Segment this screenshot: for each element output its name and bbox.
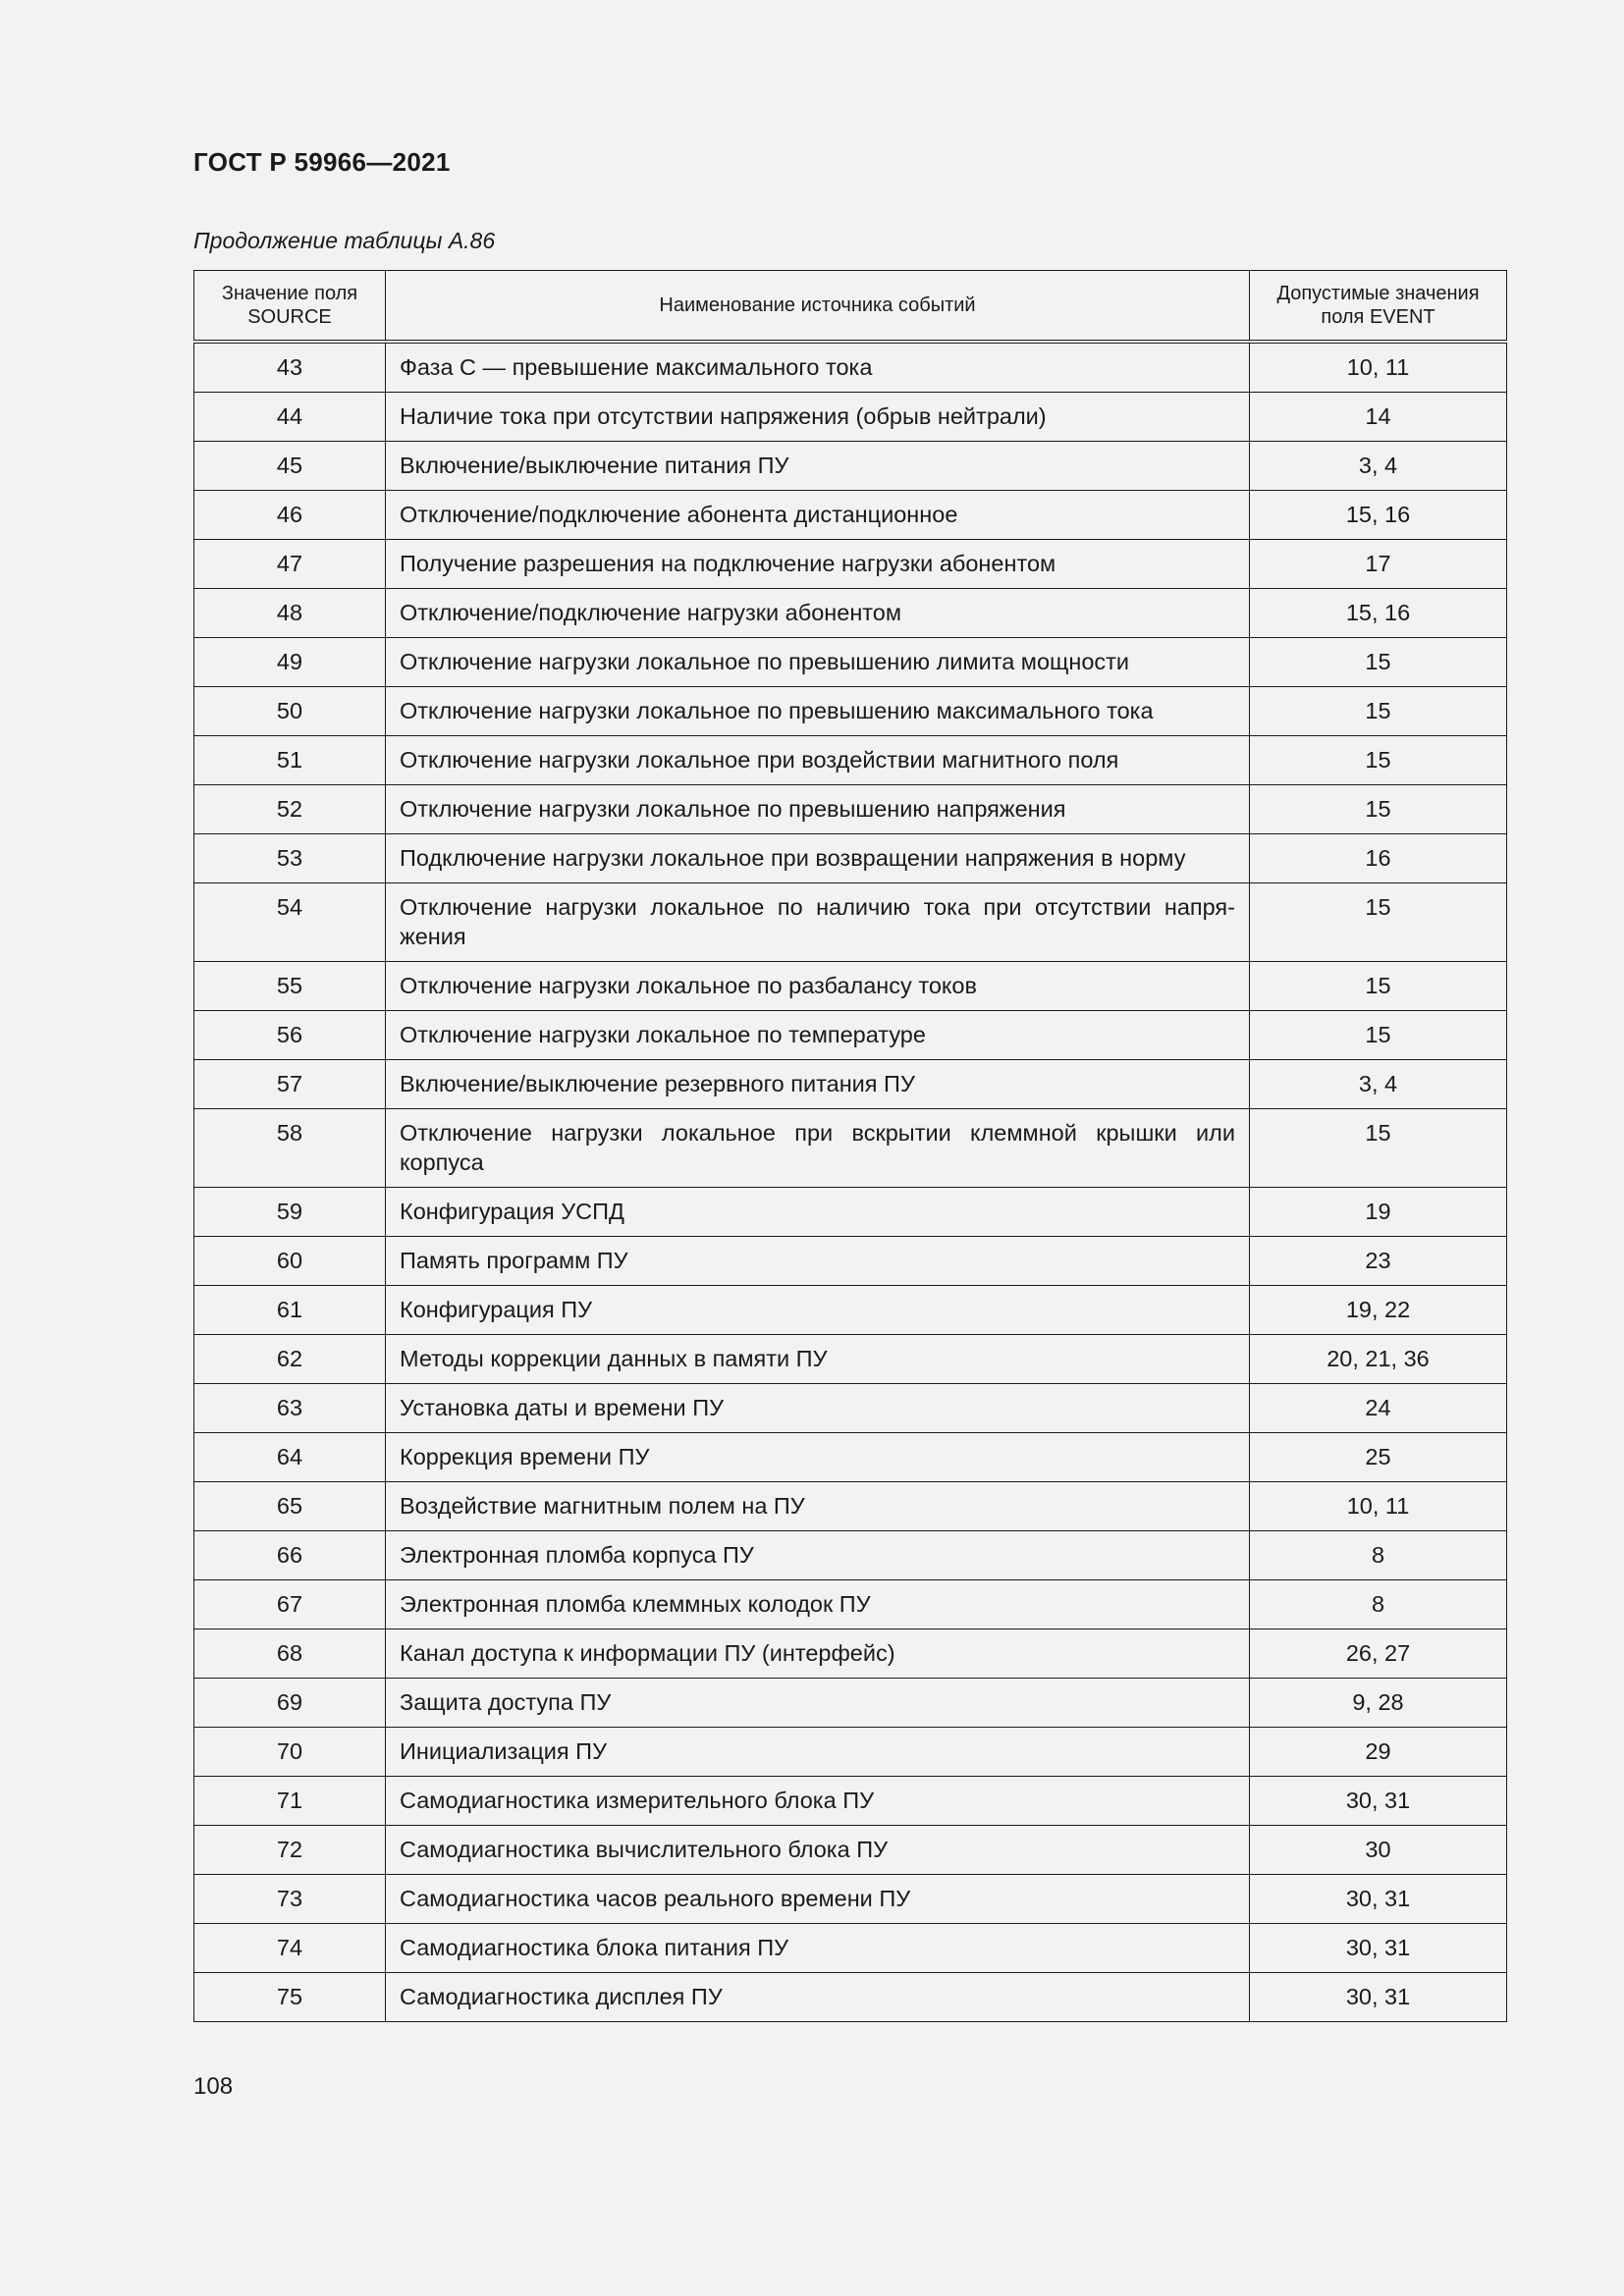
event-source-name-cell: Отключение нагрузки локальное по превышению напряжения bbox=[386, 785, 1250, 834]
event-values-cell: 15 bbox=[1250, 687, 1507, 736]
event-source-name-cell: Канал доступа к информации ПУ (интерфейс) bbox=[386, 1629, 1250, 1679]
event-values-cell: 9, 28 bbox=[1250, 1679, 1507, 1728]
source-value-cell: 61 bbox=[194, 1286, 386, 1335]
table-row bbox=[194, 834, 1507, 883]
event-source-name-cell: Конфигурация ПУ bbox=[386, 1286, 1250, 1335]
table-row bbox=[194, 638, 1507, 687]
event-values-cell: 30, 31 bbox=[1250, 1875, 1507, 1924]
source-value-cell: 54 bbox=[194, 883, 386, 962]
event-source-name-cell: Отключение нагрузки локальное при вскрытии клеммной крышки или корпуса bbox=[386, 1109, 1250, 1188]
event-values-cell: 15 bbox=[1250, 638, 1507, 687]
source-value-cell: 46 bbox=[194, 491, 386, 540]
source-value-cell: 48 bbox=[194, 589, 386, 638]
table-row bbox=[194, 736, 1507, 785]
source-value-cell: 50 bbox=[194, 687, 386, 736]
event-source-name-cell: Получение разрешения на подключение нагрузки абонентом bbox=[386, 540, 1250, 589]
event-values-cell: 19, 22 bbox=[1250, 1286, 1507, 1335]
source-value-cell: 66 bbox=[194, 1531, 386, 1580]
source-value-cell: 53 bbox=[194, 834, 386, 883]
event-source-name-cell: Отключение нагрузки локальное по разбалансу токов bbox=[386, 962, 1250, 1011]
event-source-name-cell: Электронная пломба корпуса ПУ bbox=[386, 1531, 1250, 1580]
event-values-cell: 10, 11 bbox=[1250, 1482, 1507, 1531]
source-value-cell: 63 bbox=[194, 1384, 386, 1433]
event-source-name-cell: Отключение нагрузки локальное при воздействии магнитного поля bbox=[386, 736, 1250, 785]
event-source-name-cell: Самодиагностика вычислительного блока ПУ bbox=[386, 1826, 1250, 1875]
table-row bbox=[194, 1335, 1507, 1384]
table-row bbox=[194, 342, 1507, 393]
table-row bbox=[194, 1237, 1507, 1286]
source-value-cell: 75 bbox=[194, 1973, 386, 2022]
source-value-cell: 72 bbox=[194, 1826, 386, 1875]
event-values-cell: 15 bbox=[1250, 962, 1507, 1011]
event-values-cell: 16 bbox=[1250, 834, 1507, 883]
event-source-name-cell: Отключение/подключение абонента дистанционное bbox=[386, 491, 1250, 540]
event-source-name-cell: Отключение нагрузки локальное по температуре bbox=[386, 1011, 1250, 1060]
source-value-cell: 64 bbox=[194, 1433, 386, 1482]
table-row bbox=[194, 1109, 1507, 1188]
event-values-cell: 15, 16 bbox=[1250, 589, 1507, 638]
table-row bbox=[194, 442, 1507, 491]
event-source-name-cell: Инициализация ПУ bbox=[386, 1728, 1250, 1777]
event-values-cell: 15 bbox=[1250, 1011, 1507, 1060]
event-values-cell: 15 bbox=[1250, 883, 1507, 962]
source-value-cell: 51 bbox=[194, 736, 386, 785]
event-source-name-cell: Воздействие магнитным полем на ПУ bbox=[386, 1482, 1250, 1531]
event-source-name-cell: Включение/выключение резервного питания ПУ bbox=[386, 1060, 1250, 1109]
event-source-name-cell: Отключение/подключение нагрузки абонентом bbox=[386, 589, 1250, 638]
source-value-cell: 60 bbox=[194, 1237, 386, 1286]
event-source-name-cell: Методы коррекции данных в памяти ПУ bbox=[386, 1335, 1250, 1384]
event-values-cell: 3, 4 bbox=[1250, 1060, 1507, 1109]
table-row bbox=[194, 1777, 1507, 1826]
table-row bbox=[194, 1924, 1507, 1973]
table-row bbox=[194, 1286, 1507, 1335]
table-header bbox=[194, 271, 1507, 343]
table-row bbox=[194, 687, 1507, 736]
header-row bbox=[194, 271, 1507, 343]
event-values-cell: 8 bbox=[1250, 1531, 1507, 1580]
event-values-cell: 3, 4 bbox=[1250, 442, 1507, 491]
table-row bbox=[194, 1384, 1507, 1433]
event-values-cell: 19 bbox=[1250, 1188, 1507, 1237]
event-source-name-cell: Включение/выключение питания ПУ bbox=[386, 442, 1250, 491]
source-value-cell: 56 bbox=[194, 1011, 386, 1060]
event-source-name-cell: Память программ ПУ bbox=[386, 1237, 1250, 1286]
table-row bbox=[194, 785, 1507, 834]
event-source-name-cell: Защита доступа ПУ bbox=[386, 1679, 1250, 1728]
event-source-name-cell: Отключение нагрузки локальное по наличию тока при отсутствии напря-жения bbox=[386, 883, 1250, 962]
event-values-cell: 14 bbox=[1250, 393, 1507, 442]
event-values-cell: 15, 16 bbox=[1250, 491, 1507, 540]
source-value-cell: 68 bbox=[194, 1629, 386, 1679]
source-value-cell: 59 bbox=[194, 1188, 386, 1237]
event-source-name-cell: Электронная пломба клеммных колодок ПУ bbox=[386, 1580, 1250, 1629]
source-value-cell: 57 bbox=[194, 1060, 386, 1109]
table-row bbox=[194, 1188, 1507, 1237]
source-value-cell: 74 bbox=[194, 1924, 386, 1973]
table-row bbox=[194, 1433, 1507, 1482]
event-values-cell: 30 bbox=[1250, 1826, 1507, 1875]
event-source-name-cell: Самодиагностика измерительного блока ПУ bbox=[386, 1777, 1250, 1826]
event-values-cell: 26, 27 bbox=[1250, 1629, 1507, 1679]
column-header-source: Значение поля SOURCE bbox=[194, 271, 386, 343]
table-row bbox=[194, 589, 1507, 638]
event-values-cell: 15 bbox=[1250, 785, 1507, 834]
source-value-cell: 58 bbox=[194, 1109, 386, 1188]
column-header-name: Наименование источника событий bbox=[386, 271, 1250, 343]
table-row bbox=[194, 1875, 1507, 1924]
source-value-cell: 69 bbox=[194, 1679, 386, 1728]
source-value-cell: 45 bbox=[194, 442, 386, 491]
source-value-cell: 65 bbox=[194, 1482, 386, 1531]
event-source-name-cell: Самодиагностика часов реального времени ПУ bbox=[386, 1875, 1250, 1924]
event-source-name-cell: Подключение нагрузки локальное при возвращении напряжения в норму bbox=[386, 834, 1250, 883]
document-code: ГОСТ Р 59966—2021 bbox=[193, 147, 451, 177]
page-number: 108 bbox=[193, 2073, 234, 2100]
source-value-cell: 55 bbox=[194, 962, 386, 1011]
table-row bbox=[194, 1973, 1507, 2022]
source-value-cell: 52 bbox=[194, 785, 386, 834]
event-values-cell: 30, 31 bbox=[1250, 1973, 1507, 2022]
event-source-name-cell: Коррекция времени ПУ bbox=[386, 1433, 1250, 1482]
event-values-cell: 30, 31 bbox=[1250, 1924, 1507, 1973]
event-source-name-cell: Наличие тока при отсутствии напряжения (обрыв нейтрали) bbox=[386, 393, 1250, 442]
column-header-event: Допустимые значения поля EVENT bbox=[1250, 271, 1507, 343]
event-values-cell: 25 bbox=[1250, 1433, 1507, 1482]
table-row bbox=[194, 1060, 1507, 1109]
source-value-cell: 43 bbox=[194, 342, 386, 393]
table-row bbox=[194, 540, 1507, 589]
table-row bbox=[194, 393, 1507, 442]
event-source-name-cell: Установка даты и времени ПУ bbox=[386, 1384, 1250, 1433]
event-values-cell: 30, 31 bbox=[1250, 1777, 1507, 1826]
event-source-name-cell: Отключение нагрузки локальное по превышению максимального тока bbox=[386, 687, 1250, 736]
table-row bbox=[194, 1531, 1507, 1580]
table-row bbox=[194, 491, 1507, 540]
table-body bbox=[194, 342, 1507, 2022]
source-value-cell: 70 bbox=[194, 1728, 386, 1777]
source-value-cell: 47 bbox=[194, 540, 386, 589]
event-values-cell: 8 bbox=[1250, 1580, 1507, 1629]
event-values-cell: 15 bbox=[1250, 1109, 1507, 1188]
event-source-name-cell: Самодиагностика дисплея ПУ bbox=[386, 1973, 1250, 2022]
event-values-cell: 10, 11 bbox=[1250, 342, 1507, 393]
table-row bbox=[194, 1679, 1507, 1728]
source-value-cell: 44 bbox=[194, 393, 386, 442]
event-source-name-cell: Отключение нагрузки локальное по превышению лимита мощности bbox=[386, 638, 1250, 687]
event-values-cell: 24 bbox=[1250, 1384, 1507, 1433]
event-values-cell: 29 bbox=[1250, 1728, 1507, 1777]
table-row bbox=[194, 883, 1507, 962]
event-values-cell: 17 bbox=[1250, 540, 1507, 589]
source-value-cell: 67 bbox=[194, 1580, 386, 1629]
source-value-cell: 62 bbox=[194, 1335, 386, 1384]
source-value-cell: 73 bbox=[194, 1875, 386, 1924]
event-source-name-cell: Фаза С — превышение максимального тока bbox=[386, 342, 1250, 393]
source-value-cell: 49 bbox=[194, 638, 386, 687]
table-row bbox=[194, 1629, 1507, 1679]
event-source-name-cell: Самодиагностика блока питания ПУ bbox=[386, 1924, 1250, 1973]
table-row bbox=[194, 1826, 1507, 1875]
event-values-cell: 15 bbox=[1250, 736, 1507, 785]
event-values-cell: 20, 21, 36 bbox=[1250, 1335, 1507, 1384]
table-caption: Продолжение таблицы А.86 bbox=[193, 228, 496, 253]
event-values-cell: 23 bbox=[1250, 1237, 1507, 1286]
table-row bbox=[194, 1482, 1507, 1531]
source-value-cell: 71 bbox=[194, 1777, 386, 1826]
table-row bbox=[194, 1728, 1507, 1777]
table-row bbox=[194, 1580, 1507, 1629]
event-source-name-cell: Конфигурация УСПД bbox=[386, 1188, 1250, 1237]
table-row bbox=[194, 962, 1507, 1011]
events-table bbox=[193, 270, 1507, 2022]
table-row bbox=[194, 1011, 1507, 1060]
